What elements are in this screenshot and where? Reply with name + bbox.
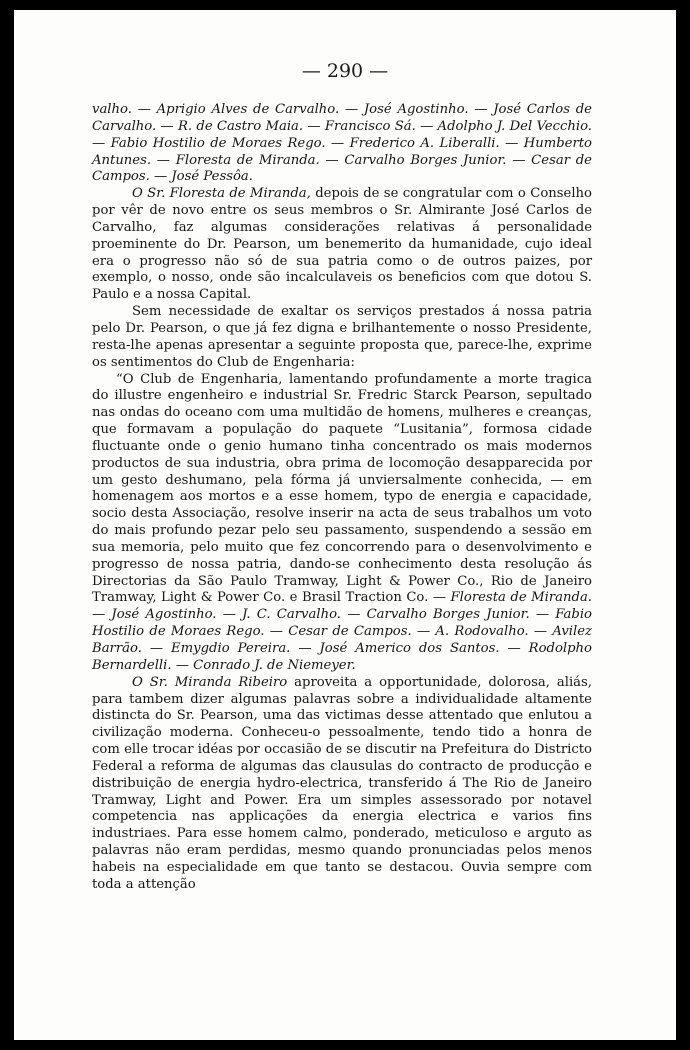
paragraph-proposal-intro [92,304,592,371]
paragraph-text: depois de se congratular com o Conselho por vêr de novo entre os seus membros o Sr. Almirante José Carlos de Carvalho, faz algumas considerações relativas á personalidade proeminente do Dr. Pearson, um benemerito da humanidade, cujo ideal era o progresso não só de sua patria como o de outros paizes, por exemplo, o nosso, onde são incalculaveis os beneficios com que dotou S. Paulo e a nossa Capital. [92,186,592,303]
speaker-name: O Sr. Floresta de Miranda, [132,186,311,202]
paragraph-miranda-ribeiro [92,675,592,894]
body-text [92,102,592,894]
page-number: — 290 — [301,60,389,82]
paragraph-signatories [92,102,592,186]
paragraph-text: aproveita a opportunidade, dolorosa, aliás, para tambem dizer algumas palavras sobre a individualidade altamente distincta do Sr. Pearson, uma das victimas desse attentado que enlutou a civilização moderna. Conheceu-o pessoalmente, tendo tido a honra de com elle trocar idéas por occasião de se discutir na Prefeitura do Districto Federal a reforma de algumas das clausulas do contracto de producção e distribuição de energia hydro-electrica, transferido á The Rio de Janeiro Tramway, Light and Power. Era um simples assessorado por notavel competencia nas applicações da energia electrica e varios fins industriaes. Para esse homem calmo, ponderado, meticuloso e arguto as palavras não eram perdidas, mesmo quando pronunciadas pelos menos habeis na especialidade em que tanto se destacou. Ouvia sempre com toda a attenção [92,674,592,892]
quote-text: “O Club de Engenharia, lamentando profundamente a morte tragica do illustre engenheiro e industrial Sr. Fredric Starck Pearson, sepultado nas ondas do oceano com uma multidão de homens, mulheres e creanças, que formavam a população do paquete “Lusitania”, formosa cidade fluctuante onde o genio humano tinha concentrado os mais modernos productos de sua industria, obra prima de locomoção desapparecida por um gesto deshumano, pela fórma já unviersalmente conhecida, — em homenagem aos mortos e a esse homem, typo de energia e capacidade, socio desta Associação, resolve inserir na acta de seus trabalhos um voto do mais profundo pezar pelo seu passamento, suspendendo a sessão em sua memoria, pelo muito que fez concorrendo para o desenvolvimento e progresso de nossa patria, dando-se conhecimento desta resolução ás Directorias da São Paulo Tramway, Light & Power Co., Rio de Janeiro Tramway, Light & Power Co. e Brasil Traction Co. — [92,371,592,606]
paragraph-proposal-quote [92,372,592,675]
paragraph-text: Sem necessidade de exaltar os serviços prestados á nossa patria pelo Dr. Pearson, o que já fez digna e brilhantemente o nosso Presidente, resta-lhe apenas apresentar a seguinte proposta que, parece-lhe, exprime os sentimentos do Club de Engenharia: [92,304,592,370]
speaker-name: O Sr. Miranda Ribeiro [132,674,288,690]
paragraph-floresta-de-miranda [92,186,592,304]
paragraph-text: valho. — Aprigio Alves de Carvalho. — José Agostinho. — José Carlos de Carvalho. — R. de Castro Maia. — Francisco Sá. — Adolpho J. Del Vecchio. — Fabio Hostilio de Moraes Rego. — Frederico A. Liberalli. — Humberto Antunes. — Floresta de Miranda. — Carvalho Borges Junior. — Cesar de Campos. — José Pessôa. [92,102,592,185]
quote-signatures: Floresta de Miranda. — José Agostinho. — J. C. Carvalho. — Carvalho Borges Junior. — Fabio Hostilio de Moraes Rego. — Cesar de Campos. — A. Rodovalho. — Avilez Barrão. — Emygdio Pereira. — José Americo dos Santos. — Rodolpho Bernardelli. — Conrado J. de Niemeyer. [92,590,593,673]
scanned-page [14,10,676,1040]
